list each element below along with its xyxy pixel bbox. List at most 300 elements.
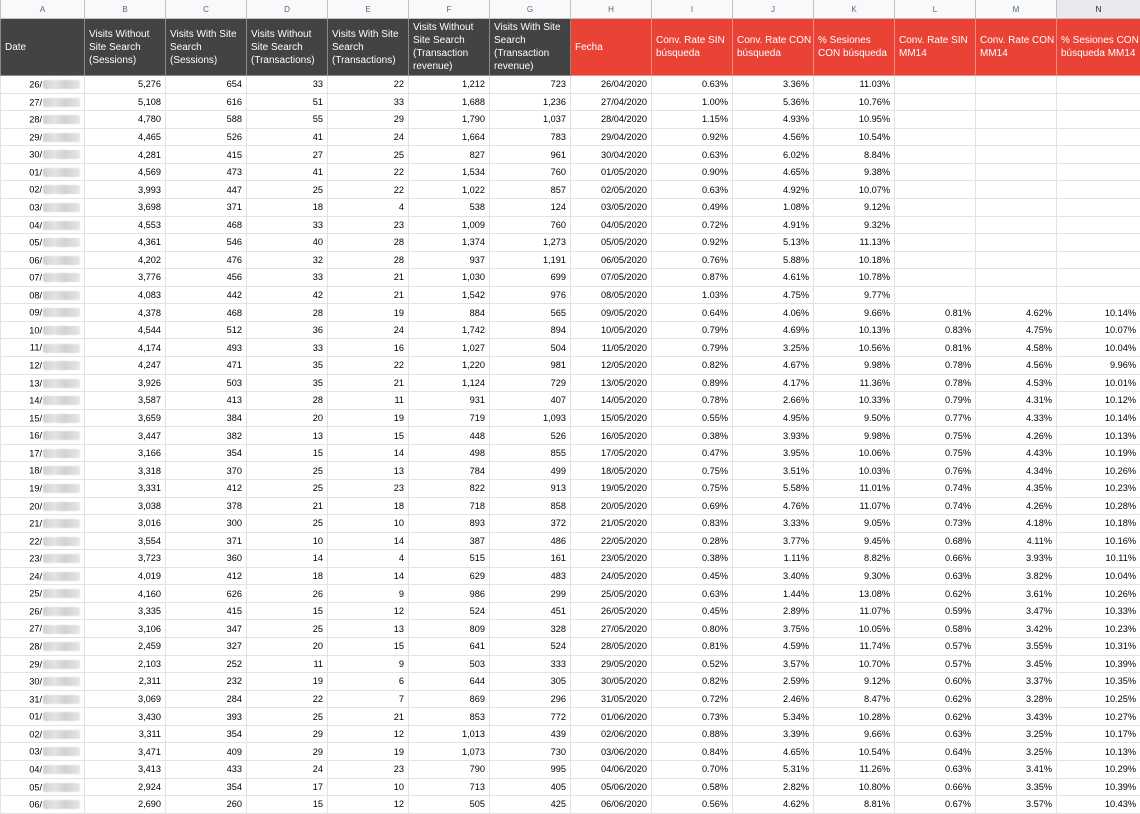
cell[interactable]: 937 bbox=[409, 251, 490, 269]
cell[interactable]: 4.33% bbox=[976, 409, 1057, 427]
date-cell[interactable] bbox=[1, 181, 85, 199]
cell[interactable]: 425 bbox=[490, 796, 571, 814]
cell[interactable]: 894 bbox=[490, 321, 571, 339]
cell[interactable]: 869 bbox=[409, 690, 490, 708]
cell[interactable]: 0.66% bbox=[895, 550, 976, 568]
cell[interactable]: 3.57% bbox=[976, 796, 1057, 814]
cell[interactable]: 252 bbox=[166, 655, 247, 673]
cell[interactable]: 2.46% bbox=[733, 690, 814, 708]
cell[interactable]: 3,331 bbox=[85, 479, 166, 497]
cell[interactable]: 783 bbox=[490, 128, 571, 146]
cell[interactable]: 981 bbox=[490, 357, 571, 375]
column-letter-j[interactable]: J bbox=[733, 0, 814, 19]
cell[interactable]: 8.84% bbox=[814, 146, 895, 164]
cell[interactable]: 3,311 bbox=[85, 725, 166, 743]
cell[interactable]: 10.04% bbox=[1057, 339, 1140, 357]
cell[interactable]: 9.30% bbox=[814, 567, 895, 585]
cell[interactable]: 10.04% bbox=[1057, 567, 1140, 585]
cell[interactable]: 1,009 bbox=[409, 216, 490, 234]
cell[interactable] bbox=[1057, 269, 1140, 287]
cell[interactable] bbox=[895, 286, 976, 304]
cell[interactable]: 0.67% bbox=[895, 796, 976, 814]
cell[interactable]: 3,698 bbox=[85, 198, 166, 216]
cell[interactable]: 2.59% bbox=[733, 673, 814, 691]
cell[interactable]: 1,022 bbox=[409, 181, 490, 199]
cell[interactable]: 1,534 bbox=[409, 163, 490, 181]
cell[interactable]: 4,160 bbox=[85, 585, 166, 603]
cell[interactable]: 232 bbox=[166, 673, 247, 691]
cell[interactable]: 4.56% bbox=[733, 128, 814, 146]
column-letter-b[interactable]: B bbox=[85, 0, 166, 19]
cell[interactable] bbox=[976, 93, 1057, 111]
cell[interactable]: 04/05/2020 bbox=[571, 216, 652, 234]
cell[interactable]: 0.78% bbox=[895, 374, 976, 392]
cell[interactable]: 10 bbox=[247, 532, 328, 550]
cell[interactable]: 995 bbox=[490, 760, 571, 778]
cell[interactable]: 4.67% bbox=[733, 357, 814, 375]
cell[interactable]: 9.12% bbox=[814, 673, 895, 691]
cell[interactable]: 526 bbox=[490, 427, 571, 445]
cell[interactable]: 1.00% bbox=[652, 93, 733, 111]
cell[interactable]: 17/05/2020 bbox=[571, 444, 652, 462]
cell[interactable]: 17 bbox=[247, 778, 328, 796]
cell[interactable]: 0.64% bbox=[895, 743, 976, 761]
cell[interactable]: 12 bbox=[328, 725, 409, 743]
column-letter-i[interactable]: I bbox=[652, 0, 733, 19]
cell[interactable]: 616 bbox=[166, 93, 247, 111]
cell[interactable]: 10.76% bbox=[814, 93, 895, 111]
cell[interactable]: 4.75% bbox=[733, 286, 814, 304]
cell[interactable]: 504 bbox=[490, 339, 571, 357]
cell[interactable]: 3,471 bbox=[85, 743, 166, 761]
cell[interactable]: 546 bbox=[166, 234, 247, 252]
cell[interactable]: 3,447 bbox=[85, 427, 166, 445]
cell[interactable]: 24 bbox=[247, 760, 328, 778]
cell[interactable]: 3.45% bbox=[976, 655, 1057, 673]
date-cell[interactable] bbox=[1, 725, 85, 743]
cell[interactable]: 8.81% bbox=[814, 796, 895, 814]
cell[interactable]: 10.16% bbox=[1057, 532, 1140, 550]
cell[interactable]: 10.39% bbox=[1057, 778, 1140, 796]
cell[interactable]: 0.56% bbox=[652, 796, 733, 814]
cell[interactable]: 4.58% bbox=[976, 339, 1057, 357]
cell[interactable]: 4,553 bbox=[85, 216, 166, 234]
cell[interactable]: 0.62% bbox=[895, 585, 976, 603]
cell[interactable]: 1.44% bbox=[733, 585, 814, 603]
cell[interactable]: 644 bbox=[409, 673, 490, 691]
cell[interactable]: 4.92% bbox=[733, 181, 814, 199]
date-cell[interactable] bbox=[1, 638, 85, 656]
date-cell[interactable] bbox=[1, 163, 85, 181]
cell[interactable] bbox=[1057, 111, 1140, 129]
cell[interactable]: 4.59% bbox=[733, 638, 814, 656]
cell[interactable]: 654 bbox=[166, 76, 247, 94]
column-letter-n[interactable]: N bbox=[1057, 0, 1140, 19]
cell[interactable]: 822 bbox=[409, 479, 490, 497]
cell[interactable]: 18 bbox=[247, 567, 328, 585]
cell[interactable] bbox=[1057, 163, 1140, 181]
cell[interactable]: 1,236 bbox=[490, 93, 571, 111]
cell[interactable]: 0.62% bbox=[895, 708, 976, 726]
cell[interactable]: 0.45% bbox=[652, 567, 733, 585]
cell[interactable]: 03/06/2020 bbox=[571, 743, 652, 761]
cell[interactable]: 3,016 bbox=[85, 515, 166, 533]
cell[interactable] bbox=[895, 111, 976, 129]
cell[interactable]: 3.57% bbox=[733, 655, 814, 673]
cell[interactable]: 10.23% bbox=[1057, 620, 1140, 638]
cell[interactable]: 328 bbox=[490, 620, 571, 638]
cell[interactable]: 0.69% bbox=[652, 497, 733, 515]
cell[interactable]: 21 bbox=[247, 497, 328, 515]
cell[interactable]: 473 bbox=[166, 163, 247, 181]
cell[interactable]: 382 bbox=[166, 427, 247, 445]
cell[interactable]: 0.66% bbox=[895, 778, 976, 796]
cell[interactable]: 412 bbox=[166, 567, 247, 585]
cell[interactable]: 354 bbox=[166, 444, 247, 462]
cell[interactable]: 626 bbox=[166, 585, 247, 603]
cell[interactable]: 28/04/2020 bbox=[571, 111, 652, 129]
cell[interactable]: 0.63% bbox=[895, 567, 976, 585]
cell[interactable]: 10.33% bbox=[814, 392, 895, 410]
cell[interactable]: 10.11% bbox=[1057, 550, 1140, 568]
cell[interactable]: 14 bbox=[328, 532, 409, 550]
cell[interactable]: 0.82% bbox=[652, 673, 733, 691]
cell[interactable]: 524 bbox=[409, 602, 490, 620]
cell[interactable]: 13 bbox=[328, 462, 409, 480]
cell[interactable]: 21 bbox=[328, 269, 409, 287]
cell[interactable]: 11.07% bbox=[814, 497, 895, 515]
cell[interactable]: 641 bbox=[409, 638, 490, 656]
cell[interactable]: 499 bbox=[490, 462, 571, 480]
cell[interactable]: 10.29% bbox=[1057, 760, 1140, 778]
cell[interactable]: 1.11% bbox=[733, 550, 814, 568]
cell[interactable]: 42 bbox=[247, 286, 328, 304]
cell[interactable]: 986 bbox=[409, 585, 490, 603]
cell[interactable]: 4,569 bbox=[85, 163, 166, 181]
cell[interactable]: 3.39% bbox=[733, 725, 814, 743]
cell[interactable] bbox=[1057, 93, 1140, 111]
cell[interactable]: 02/06/2020 bbox=[571, 725, 652, 743]
cell[interactable]: 05/06/2020 bbox=[571, 778, 652, 796]
cell[interactable]: 24 bbox=[328, 321, 409, 339]
cell[interactable]: 456 bbox=[166, 269, 247, 287]
date-cell[interactable] bbox=[1, 93, 85, 111]
cell[interactable]: 11.07% bbox=[814, 602, 895, 620]
date-cell[interactable] bbox=[1, 479, 85, 497]
cell[interactable]: 3.47% bbox=[976, 602, 1057, 620]
cell[interactable]: 405 bbox=[490, 778, 571, 796]
cell[interactable]: 0.74% bbox=[895, 479, 976, 497]
cell[interactable] bbox=[895, 128, 976, 146]
cell[interactable] bbox=[976, 146, 1057, 164]
date-cell[interactable] bbox=[1, 339, 85, 357]
cell[interactable]: 13.08% bbox=[814, 585, 895, 603]
cell[interactable]: 524 bbox=[490, 638, 571, 656]
cell[interactable]: 2.82% bbox=[733, 778, 814, 796]
cell[interactable]: 0.81% bbox=[895, 304, 976, 322]
cell[interactable]: 893 bbox=[409, 515, 490, 533]
cell[interactable]: 468 bbox=[166, 304, 247, 322]
cell[interactable]: 14/05/2020 bbox=[571, 392, 652, 410]
cell[interactable] bbox=[895, 198, 976, 216]
cell[interactable]: 284 bbox=[166, 690, 247, 708]
cell[interactable]: 699 bbox=[490, 269, 571, 287]
cell[interactable]: 9.12% bbox=[814, 198, 895, 216]
cell[interactable]: 0.70% bbox=[652, 760, 733, 778]
cell[interactable]: 858 bbox=[490, 497, 571, 515]
cell[interactable]: 13/05/2020 bbox=[571, 374, 652, 392]
cell[interactable]: 0.76% bbox=[652, 251, 733, 269]
cell[interactable]: 723 bbox=[490, 76, 571, 94]
cell[interactable]: 503 bbox=[166, 374, 247, 392]
cell[interactable]: 41 bbox=[247, 163, 328, 181]
cell[interactable]: 27/04/2020 bbox=[571, 93, 652, 111]
cell[interactable]: 24/05/2020 bbox=[571, 567, 652, 585]
cell[interactable]: 10.06% bbox=[814, 444, 895, 462]
cell[interactable]: 10 bbox=[328, 778, 409, 796]
cell[interactable]: 538 bbox=[409, 198, 490, 216]
cell[interactable]: 1.08% bbox=[733, 198, 814, 216]
cell[interactable]: 19 bbox=[247, 673, 328, 691]
cell[interactable]: 0.75% bbox=[652, 479, 733, 497]
column-letter-f[interactable]: F bbox=[409, 0, 490, 19]
cell[interactable]: 0.63% bbox=[652, 181, 733, 199]
cell[interactable] bbox=[976, 76, 1057, 94]
cell[interactable]: 3,430 bbox=[85, 708, 166, 726]
cell[interactable]: 9 bbox=[328, 655, 409, 673]
cell[interactable]: 0.75% bbox=[652, 462, 733, 480]
cell[interactable]: 3.28% bbox=[976, 690, 1057, 708]
cell[interactable]: 4.26% bbox=[976, 427, 1057, 445]
cell[interactable]: 372 bbox=[490, 515, 571, 533]
cell[interactable]: 384 bbox=[166, 409, 247, 427]
cell[interactable]: 3.61% bbox=[976, 585, 1057, 603]
cell[interactable]: 15 bbox=[247, 444, 328, 462]
cell[interactable]: 4.93% bbox=[733, 111, 814, 129]
cell[interactable]: 3.95% bbox=[733, 444, 814, 462]
date-cell[interactable] bbox=[1, 357, 85, 375]
date-cell[interactable] bbox=[1, 550, 85, 568]
cell[interactable]: 10.54% bbox=[814, 128, 895, 146]
cell[interactable]: 6 bbox=[328, 673, 409, 691]
cell[interactable]: 3.41% bbox=[976, 760, 1057, 778]
cell[interactable]: 22 bbox=[328, 163, 409, 181]
cell[interactable]: 387 bbox=[409, 532, 490, 550]
cell[interactable] bbox=[1057, 146, 1140, 164]
cell[interactable]: 0.72% bbox=[652, 216, 733, 234]
cell[interactable]: 296 bbox=[490, 690, 571, 708]
cell[interactable]: 471 bbox=[166, 357, 247, 375]
date-cell[interactable] bbox=[1, 602, 85, 620]
column-letter-e[interactable]: E bbox=[328, 0, 409, 19]
cell[interactable]: 10.03% bbox=[814, 462, 895, 480]
cell[interactable]: 41 bbox=[247, 128, 328, 146]
cell[interactable]: 1,742 bbox=[409, 321, 490, 339]
cell[interactable]: 433 bbox=[166, 760, 247, 778]
cell[interactable]: 10.39% bbox=[1057, 655, 1140, 673]
date-cell[interactable] bbox=[1, 567, 85, 585]
cell[interactable]: 0.76% bbox=[895, 462, 976, 480]
cell[interactable]: 0.64% bbox=[652, 304, 733, 322]
cell[interactable]: 18/05/2020 bbox=[571, 462, 652, 480]
cell[interactable]: 347 bbox=[166, 620, 247, 638]
cell[interactable]: 790 bbox=[409, 760, 490, 778]
cell[interactable]: 9.05% bbox=[814, 515, 895, 533]
cell[interactable]: 809 bbox=[409, 620, 490, 638]
date-cell[interactable] bbox=[1, 778, 85, 796]
cell[interactable]: 409 bbox=[166, 743, 247, 761]
cell[interactable]: 124 bbox=[490, 198, 571, 216]
cell[interactable]: 299 bbox=[490, 585, 571, 603]
header-cell[interactable]: Visits Without Site Search (Sessions) bbox=[85, 19, 166, 76]
cell[interactable]: 0.38% bbox=[652, 550, 733, 568]
cell[interactable]: 0.59% bbox=[895, 602, 976, 620]
cell[interactable]: 10.26% bbox=[1057, 462, 1140, 480]
cell[interactable]: 9.77% bbox=[814, 286, 895, 304]
column-letter-g[interactable]: G bbox=[490, 0, 571, 19]
cell[interactable]: 3.25% bbox=[976, 743, 1057, 761]
cell[interactable]: 0.79% bbox=[652, 339, 733, 357]
cell[interactable] bbox=[895, 216, 976, 234]
cell[interactable]: 415 bbox=[166, 146, 247, 164]
cell[interactable]: 16 bbox=[328, 339, 409, 357]
cell[interactable]: 476 bbox=[166, 251, 247, 269]
cell[interactable]: 5.13% bbox=[733, 234, 814, 252]
cell[interactable]: 1,124 bbox=[409, 374, 490, 392]
date-cell[interactable] bbox=[1, 251, 85, 269]
cell[interactable]: 0.57% bbox=[895, 655, 976, 673]
cell[interactable]: 1,542 bbox=[409, 286, 490, 304]
cell[interactable]: 0.73% bbox=[895, 515, 976, 533]
cell[interactable] bbox=[895, 181, 976, 199]
cell[interactable]: 1,191 bbox=[490, 251, 571, 269]
cell[interactable]: 4,019 bbox=[85, 567, 166, 585]
cell[interactable]: 10.07% bbox=[1057, 321, 1140, 339]
cell[interactable]: 4,378 bbox=[85, 304, 166, 322]
cell[interactable] bbox=[976, 286, 1057, 304]
cell[interactable]: 300 bbox=[166, 515, 247, 533]
cell[interactable]: 25 bbox=[328, 146, 409, 164]
cell[interactable]: 19/05/2020 bbox=[571, 479, 652, 497]
cell[interactable]: 10.56% bbox=[814, 339, 895, 357]
cell[interactable]: 730 bbox=[490, 743, 571, 761]
date-cell[interactable] bbox=[1, 515, 85, 533]
cell[interactable]: 5.36% bbox=[733, 93, 814, 111]
cell[interactable]: 760 bbox=[490, 216, 571, 234]
cell[interactable] bbox=[1057, 198, 1140, 216]
header-cell[interactable]: Date bbox=[1, 19, 85, 76]
cell[interactable]: 10.54% bbox=[814, 743, 895, 761]
header-cell[interactable]: Visits Without Site Search (Transactions) bbox=[247, 19, 328, 76]
cell[interactable]: 27 bbox=[247, 146, 328, 164]
cell[interactable]: 1.03% bbox=[652, 286, 733, 304]
cell[interactable]: 719 bbox=[409, 409, 490, 427]
column-letter-d[interactable]: D bbox=[247, 0, 328, 19]
cell[interactable]: 976 bbox=[490, 286, 571, 304]
cell[interactable]: 0.62% bbox=[895, 690, 976, 708]
cell[interactable]: 961 bbox=[490, 146, 571, 164]
cell[interactable]: 718 bbox=[409, 497, 490, 515]
cell[interactable]: 1,790 bbox=[409, 111, 490, 129]
cell[interactable]: 4.17% bbox=[733, 374, 814, 392]
date-cell[interactable] bbox=[1, 76, 85, 94]
cell[interactable]: 505 bbox=[409, 796, 490, 814]
cell[interactable]: 5.88% bbox=[733, 251, 814, 269]
cell[interactable]: 40 bbox=[247, 234, 328, 252]
cell[interactable]: 1,374 bbox=[409, 234, 490, 252]
cell[interactable]: 15 bbox=[328, 427, 409, 445]
cell[interactable]: 33 bbox=[247, 269, 328, 287]
cell[interactable]: 0.81% bbox=[652, 638, 733, 656]
cell[interactable]: 25 bbox=[247, 181, 328, 199]
cell[interactable]: 784 bbox=[409, 462, 490, 480]
cell[interactable]: 0.89% bbox=[652, 374, 733, 392]
cell[interactable]: 588 bbox=[166, 111, 247, 129]
date-cell[interactable] bbox=[1, 374, 85, 392]
cell[interactable]: 25 bbox=[247, 708, 328, 726]
date-cell[interactable] bbox=[1, 620, 85, 638]
cell[interactable]: 884 bbox=[409, 304, 490, 322]
cell[interactable]: 827 bbox=[409, 146, 490, 164]
cell[interactable]: 11.01% bbox=[814, 479, 895, 497]
cell[interactable]: 2.66% bbox=[733, 392, 814, 410]
cell[interactable]: 26/05/2020 bbox=[571, 602, 652, 620]
cell[interactable]: 10 bbox=[328, 515, 409, 533]
cell[interactable]: 10.18% bbox=[1057, 515, 1140, 533]
cell[interactable]: 3.25% bbox=[733, 339, 814, 357]
cell[interactable]: 22 bbox=[328, 181, 409, 199]
cell[interactable]: 515 bbox=[409, 550, 490, 568]
cell[interactable] bbox=[1057, 181, 1140, 199]
cell[interactable]: 333 bbox=[490, 655, 571, 673]
cell[interactable]: 4.31% bbox=[976, 392, 1057, 410]
cell[interactable]: 19 bbox=[328, 743, 409, 761]
cell[interactable]: 22 bbox=[328, 357, 409, 375]
cell[interactable]: 25 bbox=[247, 620, 328, 638]
date-cell[interactable] bbox=[1, 128, 85, 146]
date-cell[interactable] bbox=[1, 708, 85, 726]
cell[interactable]: 447 bbox=[166, 181, 247, 199]
cell[interactable]: 32 bbox=[247, 251, 328, 269]
cell[interactable]: 9.45% bbox=[814, 532, 895, 550]
cell[interactable]: 12/05/2020 bbox=[571, 357, 652, 375]
cell[interactable] bbox=[976, 181, 1057, 199]
cell[interactable]: 1,664 bbox=[409, 128, 490, 146]
cell[interactable]: 12 bbox=[328, 602, 409, 620]
cell[interactable]: 3.40% bbox=[733, 567, 814, 585]
cell[interactable]: 1,073 bbox=[409, 743, 490, 761]
cell[interactable]: 28 bbox=[247, 304, 328, 322]
cell[interactable]: 3,926 bbox=[85, 374, 166, 392]
cell[interactable]: 760 bbox=[490, 163, 571, 181]
cell[interactable]: 04/06/2020 bbox=[571, 760, 652, 778]
cell[interactable]: 468 bbox=[166, 216, 247, 234]
cell[interactable]: 30/04/2020 bbox=[571, 146, 652, 164]
cell[interactable]: 493 bbox=[166, 339, 247, 357]
cell[interactable]: 4 bbox=[328, 550, 409, 568]
cell[interactable]: 439 bbox=[490, 725, 571, 743]
date-cell[interactable] bbox=[1, 585, 85, 603]
cell[interactable]: 483 bbox=[490, 567, 571, 585]
cell[interactable]: 10.12% bbox=[1057, 392, 1140, 410]
cell[interactable]: 11.26% bbox=[814, 760, 895, 778]
date-cell[interactable] bbox=[1, 497, 85, 515]
cell[interactable]: 25 bbox=[247, 515, 328, 533]
cell[interactable]: 10.28% bbox=[814, 708, 895, 726]
cell[interactable]: 22 bbox=[247, 690, 328, 708]
cell[interactable]: 0.78% bbox=[895, 357, 976, 375]
cell[interactable]: 7 bbox=[328, 690, 409, 708]
